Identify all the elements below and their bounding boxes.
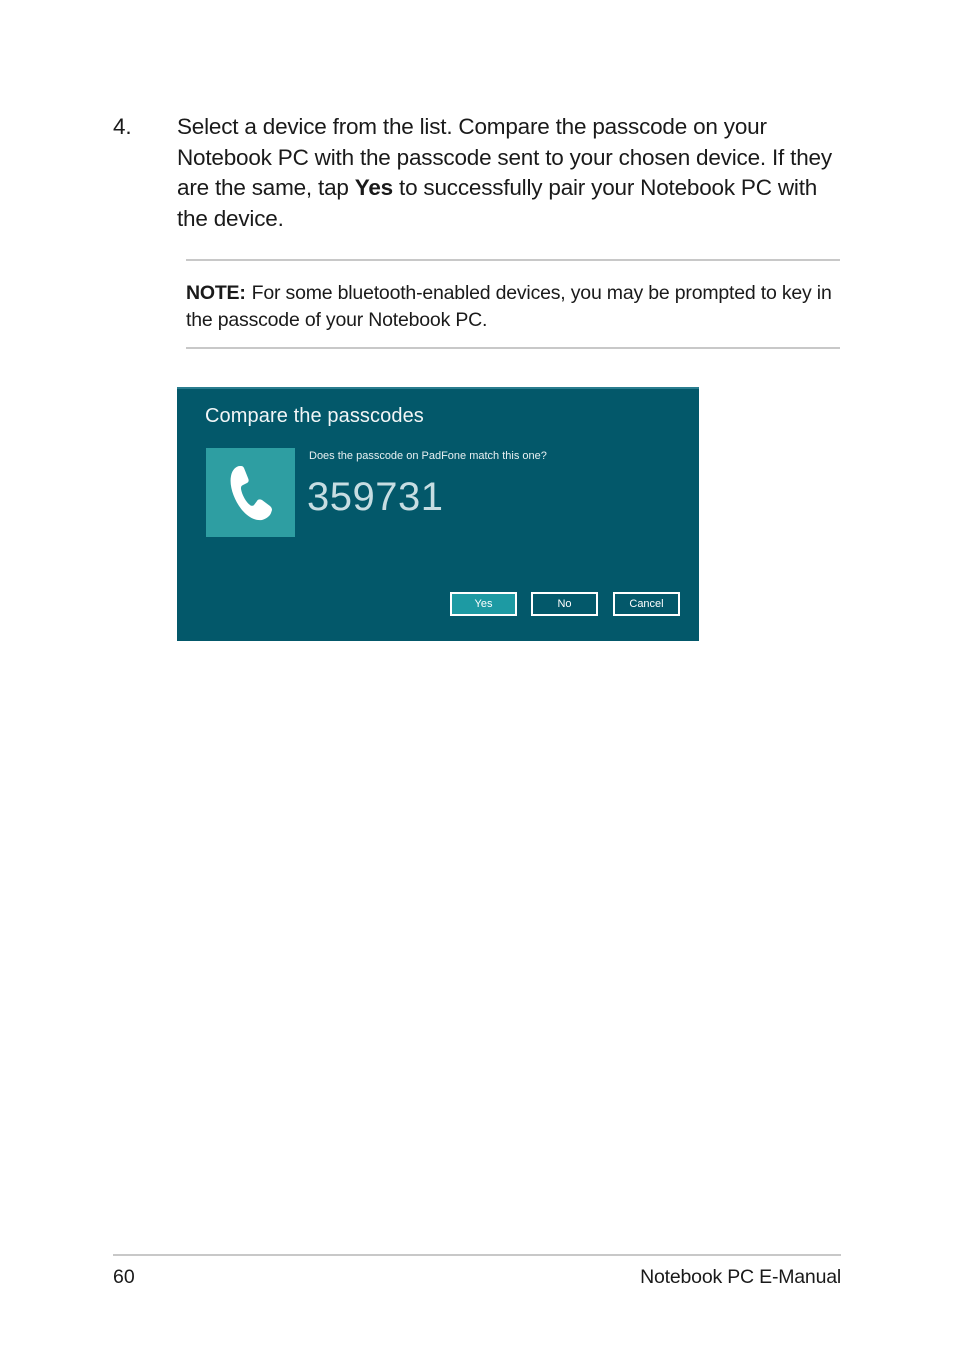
- dialog-title: Compare the passcodes: [205, 405, 424, 427]
- yes-button[interactable]: Yes: [450, 592, 517, 616]
- device-tile: [206, 448, 295, 537]
- note-text: For some bluetooth-enabled devices, you may be prompted to key in the passcode of your Notebook PC.: [186, 282, 832, 331]
- note-top-divider: [186, 259, 840, 261]
- manual-title: Notebook PC E-Manual: [640, 1266, 841, 1288]
- note-bottom-divider: [186, 347, 840, 349]
- phone-icon: [228, 464, 274, 522]
- step-text-after: to successfully pair your Notebook PC with the device.: [177, 175, 818, 231]
- step-bold-word: Yes: [354, 175, 393, 200]
- no-button[interactable]: No: [531, 592, 598, 616]
- step-number: 4.: [113, 114, 132, 139]
- step-instruction: [177, 112, 843, 234]
- page-number: 60: [113, 1266, 135, 1288]
- dialog-question: Does the passcode on PadFone match this one?: [309, 450, 547, 462]
- cancel-button[interactable]: Cancel: [613, 592, 680, 616]
- note-box: [186, 280, 836, 334]
- footer-divider: [113, 1254, 841, 1256]
- passcode-display: 359731: [307, 475, 444, 519]
- step-text-before: Select a device from the list. Compare the passcode on your Notebook PC with the passcode sent to your chosen device. If they are the same, tap: [177, 114, 832, 200]
- note-label: NOTE:: [186, 282, 246, 304]
- compare-passcodes-dialog: [177, 387, 699, 641]
